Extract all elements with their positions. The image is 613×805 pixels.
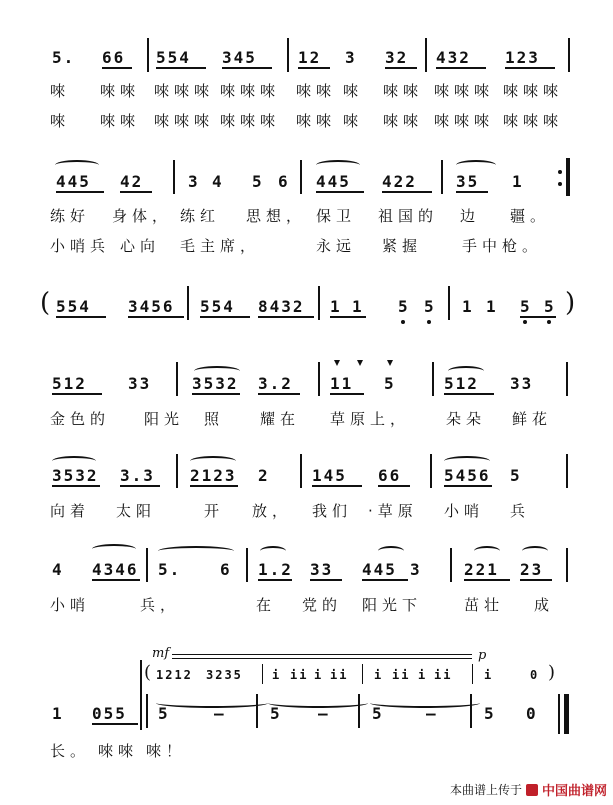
note-group: 11 <box>330 374 354 393</box>
underline <box>200 316 250 318</box>
note-group: 5 <box>484 704 496 723</box>
upload-note: 本曲谱上传于 <box>449 783 522 797</box>
site-brand: 中国曲谱网 <box>541 784 607 799</box>
lyric: 耀在 <box>260 410 301 428</box>
note-group: 5 <box>398 297 410 316</box>
note-group: 3 <box>188 172 200 191</box>
system-5-notes <box>0 466 613 486</box>
slur <box>190 456 236 466</box>
lyric: 唻 <box>50 82 71 100</box>
note-group: 5 <box>372 704 384 723</box>
underline <box>444 393 494 395</box>
slur <box>444 456 490 466</box>
note-group: 1 <box>330 297 342 316</box>
underline <box>444 485 492 487</box>
note-group: 422 <box>382 172 417 191</box>
barline <box>287 38 289 72</box>
barline <box>568 38 570 72</box>
lyric: 唻 <box>343 112 364 130</box>
system-6-lyrics <box>0 594 613 614</box>
note-group: 6 <box>278 172 290 191</box>
note-group: i <box>484 668 494 682</box>
note-group: 4 <box>52 560 64 579</box>
lyric: 小哨 <box>444 502 485 520</box>
note-group: 5 <box>252 172 264 191</box>
barline <box>246 548 248 582</box>
underline <box>312 485 362 487</box>
underline <box>378 485 410 487</box>
lyric: 保卫 <box>316 207 357 225</box>
underline <box>310 579 342 581</box>
lyric: 党的 <box>302 596 343 614</box>
lyric: 唻唻唻 <box>220 82 281 100</box>
system-7-lyrics <box>0 740 613 760</box>
note-group: 1212 <box>156 668 193 682</box>
note-group: 445 <box>362 560 397 579</box>
note-group: 33 <box>510 374 534 393</box>
note-group: 123 <box>505 48 540 67</box>
note-group: 8432 <box>258 297 305 316</box>
close-paren: ) <box>565 288 576 318</box>
barline <box>566 362 568 396</box>
lyric: 唻唻 <box>296 112 337 130</box>
note-group: i <box>272 668 282 682</box>
note-group: 4346 <box>92 560 139 579</box>
note-group: ii <box>392 668 411 682</box>
note-group: 5. <box>52 48 76 67</box>
system-5-lyrics <box>0 500 613 520</box>
underline <box>298 67 330 69</box>
accent-mark <box>387 360 393 366</box>
lyric: 唻 <box>50 112 71 130</box>
lyric: 草原上， <box>330 410 411 428</box>
lyric: 兵 <box>510 502 531 520</box>
lyric: 毛主席， <box>180 237 261 255</box>
lyric: 唻唻唻 <box>154 112 215 130</box>
system-1-notes <box>0 48 613 68</box>
lyric: 唻唻唻 <box>154 82 215 100</box>
system-1-lyrics-2 <box>0 110 613 130</box>
note-group: 5 <box>510 466 522 485</box>
lyric: 茁壮 <box>464 596 505 614</box>
underline <box>102 67 132 69</box>
lyric: 疆。 <box>510 207 551 225</box>
note-group: 1.2 <box>258 560 293 579</box>
system-6-notes <box>0 560 613 580</box>
lyric: 唻唻 <box>100 112 141 130</box>
note-group: 1 <box>462 297 474 316</box>
note-group: i <box>374 668 384 682</box>
note-group: 3235 <box>206 668 243 682</box>
barline <box>147 38 149 72</box>
slur <box>52 456 96 466</box>
lyric: 放， <box>252 502 293 520</box>
barline <box>566 548 568 582</box>
underline <box>156 67 206 69</box>
note-group: 512 <box>52 374 87 393</box>
note-group: 5 <box>270 704 282 723</box>
underline <box>120 485 160 487</box>
note-group: i <box>418 668 428 682</box>
note-group: 3.2 <box>258 374 293 393</box>
lyric: 金色的 <box>50 410 111 428</box>
barline <box>448 286 450 320</box>
note-group: 3 <box>410 560 422 579</box>
lyric: 紧握 <box>382 237 423 255</box>
underline <box>52 485 100 487</box>
underline <box>92 723 138 725</box>
system-3-notes <box>0 297 613 317</box>
final-barline-thin <box>558 694 560 734</box>
barline <box>470 694 472 728</box>
barline <box>176 454 178 488</box>
barline <box>173 160 175 194</box>
note-group: 66 <box>102 48 126 67</box>
barline <box>432 362 434 396</box>
lyric: 唻唻唻 <box>503 112 564 130</box>
underline <box>316 191 364 193</box>
underline <box>505 67 555 69</box>
note-group: 23 <box>520 560 544 579</box>
note-group: 2123 <box>190 466 237 485</box>
lyric: 小哨兵 <box>50 237 111 255</box>
system-2-notes <box>0 172 613 192</box>
note-group: 33 <box>310 560 334 579</box>
slur <box>456 160 496 170</box>
lyric: 太阳 <box>116 502 157 520</box>
final-barline-thick <box>564 694 569 734</box>
lyric: 向着 <box>50 502 91 520</box>
underline <box>190 485 238 487</box>
lyric: 边 <box>460 207 481 225</box>
slur <box>474 546 500 556</box>
lyric: 照 <box>204 410 225 428</box>
note-group: 1 <box>352 297 364 316</box>
note-group: 4 <box>212 172 224 191</box>
lyric: 唻唻 <box>383 82 424 100</box>
system-2-lyrics-2 <box>0 235 613 255</box>
lyric: 唻唻唻 <box>220 112 281 130</box>
barline <box>358 694 360 728</box>
underline <box>258 393 300 395</box>
site-logo-icon <box>526 784 538 796</box>
note-group: 512 <box>444 374 479 393</box>
barline <box>318 286 320 320</box>
close-paren: ) <box>548 662 556 683</box>
system-7-upper <box>0 668 613 688</box>
dynamic-start: mf <box>152 646 170 661</box>
lyric: 唻唻唻 <box>434 112 495 130</box>
underline <box>222 67 272 69</box>
underline <box>258 579 292 581</box>
lyric: 兵， <box>140 596 181 614</box>
lyric: 唻唻唻 <box>434 82 495 100</box>
system-4-notes <box>0 374 613 394</box>
note-group: 432 <box>436 48 471 67</box>
decrescendo-line <box>172 654 472 655</box>
note-group: – <box>318 704 330 723</box>
note-group: 33 <box>128 374 152 393</box>
slur <box>55 160 99 170</box>
note-group: 1 <box>486 297 498 316</box>
underline <box>436 67 486 69</box>
lyric: 祖国的 <box>378 207 439 225</box>
dynamic-end: p <box>478 648 487 663</box>
lyric: 唻 <box>343 82 364 100</box>
note-group: 445 <box>316 172 351 191</box>
note-group: i <box>314 668 324 682</box>
note-group: 554 <box>56 297 91 316</box>
note-group: – <box>426 704 438 723</box>
note-group: 1 <box>52 704 64 723</box>
slur <box>158 546 234 556</box>
underline <box>362 579 408 581</box>
lyric: 唻唻 <box>98 742 139 760</box>
lyric: 永远 <box>316 237 357 255</box>
barline <box>318 362 320 396</box>
lyric: 阳光下 <box>362 596 423 614</box>
barline <box>441 160 443 194</box>
note-group: 35 <box>456 172 480 191</box>
low-octave-dot <box>427 320 431 324</box>
note-group: 5 <box>520 297 532 316</box>
note-group: 5. <box>158 560 182 579</box>
lyric: 身体， <box>112 207 173 225</box>
barline <box>300 454 302 488</box>
note-group: ii <box>434 668 453 682</box>
underline <box>128 316 184 318</box>
note-group: 554 <box>156 48 191 67</box>
underline <box>385 67 417 69</box>
note-group: 3532 <box>192 374 239 393</box>
barline <box>450 548 452 582</box>
barline <box>176 362 178 396</box>
lyric: 思想， <box>246 207 307 225</box>
note-group: 221 <box>464 560 499 579</box>
barline <box>300 160 302 194</box>
lyric: 唻唻唻 <box>503 82 564 100</box>
slur <box>92 544 136 554</box>
note-group: 6 <box>220 560 232 579</box>
barline <box>472 664 473 684</box>
underline <box>330 316 366 318</box>
lyric: 朵朵 <box>446 410 487 428</box>
note-group: 1 <box>512 172 524 191</box>
note-group: 3456 <box>128 297 175 316</box>
note-group: 145 <box>312 466 347 485</box>
slur <box>316 160 360 170</box>
lyric: 唻唻 <box>100 82 141 100</box>
system-7-notes <box>0 704 613 724</box>
underline <box>258 316 314 318</box>
underline <box>92 579 140 581</box>
underline <box>192 393 240 395</box>
barline <box>362 664 363 684</box>
underline <box>456 191 488 193</box>
barline <box>425 38 427 72</box>
note-group: 5 <box>384 374 396 393</box>
underline <box>330 393 364 395</box>
lyric: 我们 <box>312 502 353 520</box>
slur <box>260 546 286 556</box>
underline <box>520 316 556 318</box>
lyric: 成 <box>534 596 555 614</box>
note-group: ii <box>330 668 349 682</box>
note-group: 445 <box>56 172 91 191</box>
accent-mark <box>334 360 340 366</box>
system-4-lyrics <box>0 408 613 428</box>
underline <box>382 191 432 193</box>
lyric: 唻唻 <box>383 112 424 130</box>
note-group: 2 <box>258 466 270 485</box>
note-group: 5 <box>544 297 556 316</box>
underline <box>464 579 510 581</box>
underline <box>52 393 102 395</box>
lyric: 唻！ <box>146 742 187 760</box>
note-group: 42 <box>120 172 144 191</box>
lyric: 练红 <box>180 207 221 225</box>
barline <box>430 454 432 488</box>
note-group: – <box>214 704 226 723</box>
note-group: 3 <box>345 48 357 67</box>
repeat-dot <box>558 182 562 186</box>
lyric: 心向 <box>120 237 161 255</box>
lyric: 唻唻 <box>296 82 337 100</box>
note-group: 66 <box>378 466 402 485</box>
decrescendo-line <box>172 658 472 659</box>
slur <box>522 546 548 556</box>
slur <box>378 546 404 556</box>
lyric: 阳光 <box>144 410 185 428</box>
note-group: 055 <box>92 704 127 723</box>
barline <box>256 694 258 728</box>
note-group: 0 <box>530 668 540 682</box>
note-group: 3532 <box>52 466 99 485</box>
note-group: 5 <box>158 704 170 723</box>
note-group: 5456 <box>444 466 491 485</box>
note-group: 345 <box>222 48 257 67</box>
system-2-lyrics-1 <box>0 205 613 225</box>
barline <box>146 694 148 728</box>
lyric: 手中枪。 <box>462 237 543 255</box>
low-octave-dot <box>401 320 405 324</box>
low-octave-dot <box>523 320 527 324</box>
lyric: 练好 <box>50 207 91 225</box>
repeat-barline <box>566 158 570 196</box>
site-watermark <box>450 780 607 799</box>
underline <box>520 579 552 581</box>
lyric: 鲜花 <box>512 410 553 428</box>
lyric: 在 <box>256 596 277 614</box>
lyric: 小哨 <box>50 596 91 614</box>
underline <box>56 191 104 193</box>
lyric: 长。 <box>50 742 91 760</box>
note-group: 554 <box>200 297 235 316</box>
note-group: 32 <box>385 48 409 67</box>
note-group: 3.3 <box>120 466 155 485</box>
barline <box>566 454 568 488</box>
note-group: 0 <box>526 704 538 723</box>
lyric: ·草原 <box>368 502 418 520</box>
underline <box>56 316 106 318</box>
open-paren: ( <box>144 662 152 683</box>
open-paren: ( <box>40 288 51 318</box>
note-group: 5 <box>424 297 436 316</box>
barline <box>146 548 148 582</box>
underline <box>120 191 152 193</box>
note-group: 12 <box>298 48 322 67</box>
repeat-dot <box>558 170 562 174</box>
note-group: ii <box>290 668 309 682</box>
system-1-lyrics-1 <box>0 80 613 100</box>
barline <box>187 286 189 320</box>
lyric: 开 <box>204 502 225 520</box>
barline <box>262 664 263 684</box>
accent-mark <box>357 360 363 366</box>
low-octave-dot <box>547 320 551 324</box>
